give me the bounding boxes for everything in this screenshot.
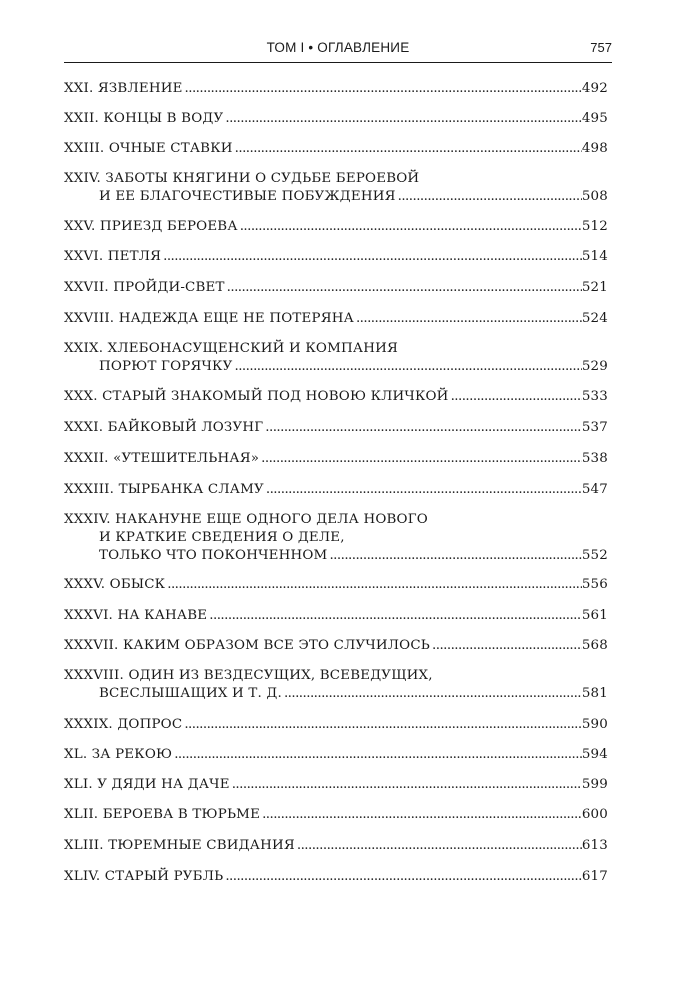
dot-leader [182,716,582,734]
toc-entry [64,607,608,625]
chapter-title: XLII. БЕРОЕВА В ТЮРЬМЕ [64,807,261,822]
chapter-title: XXIX. ХЛЕБОНАСУЩЕНСКИЙ И КОМПАНИЯ [64,341,398,356]
dot-leader [223,110,581,128]
toc-entry [64,140,608,158]
toc-entry [64,868,608,886]
toc-entry [64,419,608,437]
chapter-page-number: 514 [581,249,608,264]
chapter-title: XXIV. ЗАБОТЫ КНЯГИНИ О СУДЬБЕ БЕРОЕВОЙ [64,171,420,186]
chapter-title: XLIII. ТЮРЕМНЫЕ СВИДАНИЯ [64,838,295,853]
chapter-title: XXXI. БАЙКОВЫЙ ЛОЗУНГ [64,420,264,435]
toc-entry [64,576,608,594]
chapter-title: XL. ЗА РЕКОЮ [64,747,173,762]
chapter-page-number: 568 [581,638,608,653]
chapter-title: XXV. ПРИЕЗД БЕРОЕВА [64,219,238,234]
chapter-title-continuation: И ЕЕ БЛАГОЧЕСТИВЫЕ ПОБУЖДЕНИЯ [99,189,396,204]
chapter-title: XXXV. ОБЫСК [64,577,166,592]
dot-leader [183,80,582,98]
chapter-title: XXXIV. НАКАНУНЕ ЕЩЕ ОДНОГО ДЕЛА НОВОГО [64,512,428,527]
toc-entry [64,481,608,499]
dot-leader [295,837,582,855]
toc-entry [64,248,608,266]
toc-entry [64,80,608,98]
chapter-title-continuation: ПОРЮТ ГОРЯЧКУ [99,359,233,374]
chapter-title: XXXII. «УТЕШИТЕЛЬНАЯ» [64,451,260,466]
chapter-title: XXVI. ПЕТЛЯ [64,249,162,264]
chapter-page-number: 594 [581,747,608,762]
chapter-title: XLIV. СТАРЫЙ РУБЛЬ [64,869,224,884]
chapter-title-continuation: И КРАТКИЕ СВЕДЕНИЯ О ДЕЛЕ, [99,530,345,545]
chapter-title: XXI. ЯЗВЛЕНИЕ [64,81,183,96]
chapter-title: XXVIII. НАДЕЖДА ЕЩЕ НЕ ПОТЕРЯНА [64,311,354,326]
toc-entry [64,716,608,734]
toc-entry [64,837,608,855]
toc-entry [64,806,608,824]
dot-leader [233,140,582,158]
toc-entry [64,110,608,128]
chapter-title: XXX. СТАРЫЙ ЗНАКОМЫЙ ПОД НОВОЮ КЛИЧКОЙ [64,389,449,404]
chapter-title: XXXIX. ДОПРОС [64,717,183,732]
chapter-page-number: 533 [581,389,608,404]
dot-leader [165,576,582,594]
chapter-page-number: 556 [581,577,608,592]
chapter-page-number: 561 [581,608,608,623]
chapter-page-number: 524 [581,311,608,326]
dot-leader [282,685,582,703]
page-number: 757 [590,40,612,55]
dot-leader [230,776,582,794]
chapter-page-number: 512 [581,219,608,234]
chapter-title: XXVII. ПРОЙДИ-СВЕТ [64,280,225,295]
chapter-page-number: 521 [581,280,608,295]
toc-entry [64,279,608,297]
chapter-page-number: 508 [581,189,608,204]
dot-leader [327,547,581,565]
chapter-page-number: 617 [581,869,608,884]
dot-leader [263,419,582,437]
chapter-page-number: 538 [581,451,608,466]
chapter-page-number: 498 [581,141,608,156]
toc-entry [64,388,608,406]
chapter-page-number: 537 [581,420,608,435]
chapter-page-number: 492 [581,81,608,96]
dot-leader [238,218,582,236]
dot-leader [223,868,582,886]
chapter-title: XXXIII. ТЫРБАНКА СЛАМУ [64,482,264,497]
chapter-title-continuation: ВСЕСЛЫШАЩИХ И Т. Д. [99,686,282,701]
chapter-page-number: 529 [581,359,608,374]
dot-leader [396,188,582,206]
dot-leader [449,388,582,406]
chapter-title: XXXVIII. ОДИН ИЗ ВЕЗДЕСУЩИХ, ВСЕВЕДУЩИХ, [64,668,433,683]
chapter-page-number: 600 [581,807,608,822]
chapter-page-number: 590 [581,717,608,732]
dot-leader [259,450,582,468]
chapter-title: XXII. КОНЦЫ В ВОДУ [64,111,224,126]
header-title: ТОМ I • ОГЛАВЛЕНИЕ [266,40,410,55]
dot-leader [172,746,582,764]
chapter-title-continuation: ТОЛЬКО ЧТО ПОКОНЧЕННОМ [99,548,328,563]
toc-entry [64,310,608,328]
chapter-page-number: 581 [581,686,608,701]
running-header [64,38,612,63]
dot-leader [225,279,582,297]
toc-entry [64,170,608,206]
dot-leader [161,248,582,266]
toc-entry [64,511,608,565]
chapter-page-number: 599 [581,777,608,792]
chapter-page-number: 547 [581,482,608,497]
toc-entry [64,746,608,764]
toc-entry [64,450,608,468]
chapter-page-number: 495 [581,111,608,126]
toc-entry [64,637,608,655]
dot-leader [264,481,582,499]
toc-entry [64,667,608,703]
dot-leader [354,310,582,328]
chapter-title: XXXVII. КАКИМ ОБРАЗОМ ВСЕ ЭТО СЛУЧИЛОСЬ [64,638,431,653]
chapter-title: XLI. У ДЯДИ НА ДАЧЕ [64,777,230,792]
dot-leader [233,358,582,376]
chapter-page-number: 552 [581,548,608,563]
toc-entry [64,340,608,376]
chapter-title: XXIII. ОЧНЫЕ СТАВКИ [64,141,233,156]
chapter-page-number: 613 [581,838,608,853]
dot-leader [260,806,582,824]
toc-entry [64,776,608,794]
toc-entry [64,218,608,236]
dot-leader [207,607,582,625]
chapter-title: XXXVI. НА КАНАВЕ [64,608,208,623]
dot-leader [430,637,582,655]
